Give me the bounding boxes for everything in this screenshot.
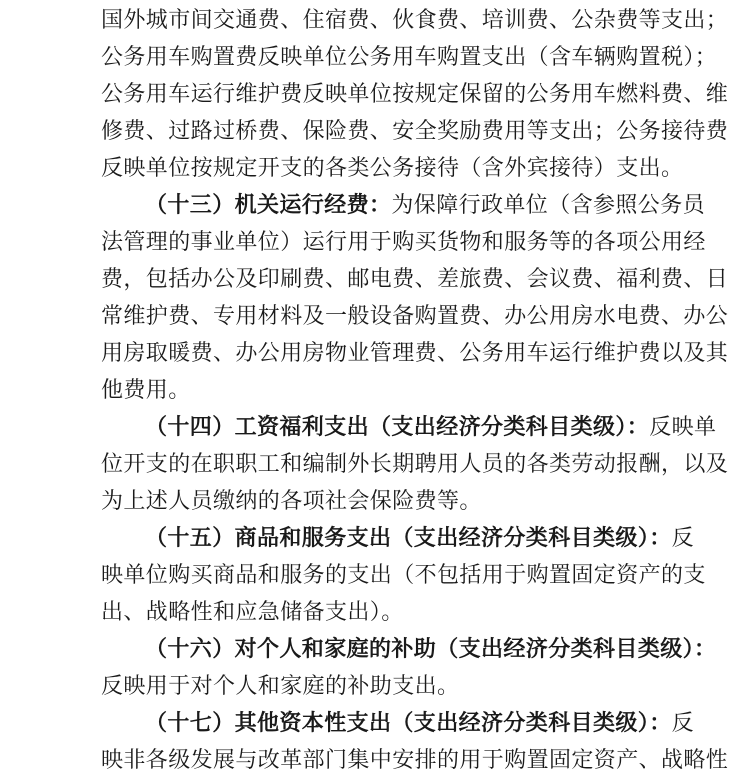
section-17-first-line: （十七）其他资本性支出（支出经济分类科目类级）：反: [145, 711, 695, 736]
text-line: 他费用。: [101, 378, 191, 403]
text-line: 修费、过路过桥费、保险费、安全奖励费用等支出；公务接待费: [101, 119, 729, 144]
text-line: 公务用车购置费反映单位公务用车购置支出（含车辆购置税）；: [101, 45, 718, 70]
text-line: 法管理的事业单位）运行用于购买货物和服务等的各项公用经: [101, 230, 706, 255]
section-13-first-line: （十三）机关运行经费：为保障行政单位（含参照公务员: [145, 193, 706, 218]
text-line: 出、战略性和应急储备支出）。: [101, 600, 404, 625]
text-line: 为上述人员缴纳的各项社会保险费等。: [101, 489, 482, 514]
section-heading: （十四）工资福利支出（支出经济分类科目类级）：: [145, 415, 650, 440]
text-line: 国外城市间交通费、住宿费、伙食费、培训费、公杂费等支出；: [101, 8, 729, 33]
section-15-first-line: （十五）商品和服务支出（支出经济分类科目类级）：反: [145, 526, 695, 551]
text-line: 反映单位按规定开支的各类公务接待（含外宾接待）支出。: [101, 156, 684, 181]
text-line: 映非各级发展与改革部门集中安排的用于购置固定资产、战略性: [101, 748, 729, 773]
text-line: 费，包括办公及印刷费、邮电费、差旅费、会议费、福利费、日: [101, 267, 729, 292]
text-line: 反映用于对个人和家庭的补助支出。: [101, 674, 460, 699]
text-line: 常维护费、专用材料及一般设备购置费、办公用房水电费、办公: [101, 304, 729, 329]
text-line: 用房取暖费、办公用房物业管理费、公务用车运行维护费以及其: [101, 341, 729, 366]
text-line: 位开支的在职职工和编制外长期聘用人员的各类劳动报酬，以及: [101, 452, 729, 477]
section-heading: （十七）其他资本性支出（支出经济分类科目类级）：: [145, 711, 672, 736]
section-heading: （十六）对个人和家庭的补助（支出经济分类科目类级）：: [145, 637, 717, 662]
text-line: 公务用车运行维护费反映单位按规定保留的公务用车燃料费、维: [101, 82, 729, 107]
section-16-first-line: [145, 632, 717, 668]
section-heading: （十三）机关运行经费：: [145, 193, 392, 218]
text-line: 映单位购买商品和服务的支出（不包括用于购置固定资产的支: [101, 563, 706, 588]
section-heading: （十五）商品和服务支出（支出经济分类科目类级）：: [145, 526, 672, 551]
section-14-first-line: （十四）工资福利支出（支出经济分类科目类级）：反映单: [145, 415, 717, 440]
